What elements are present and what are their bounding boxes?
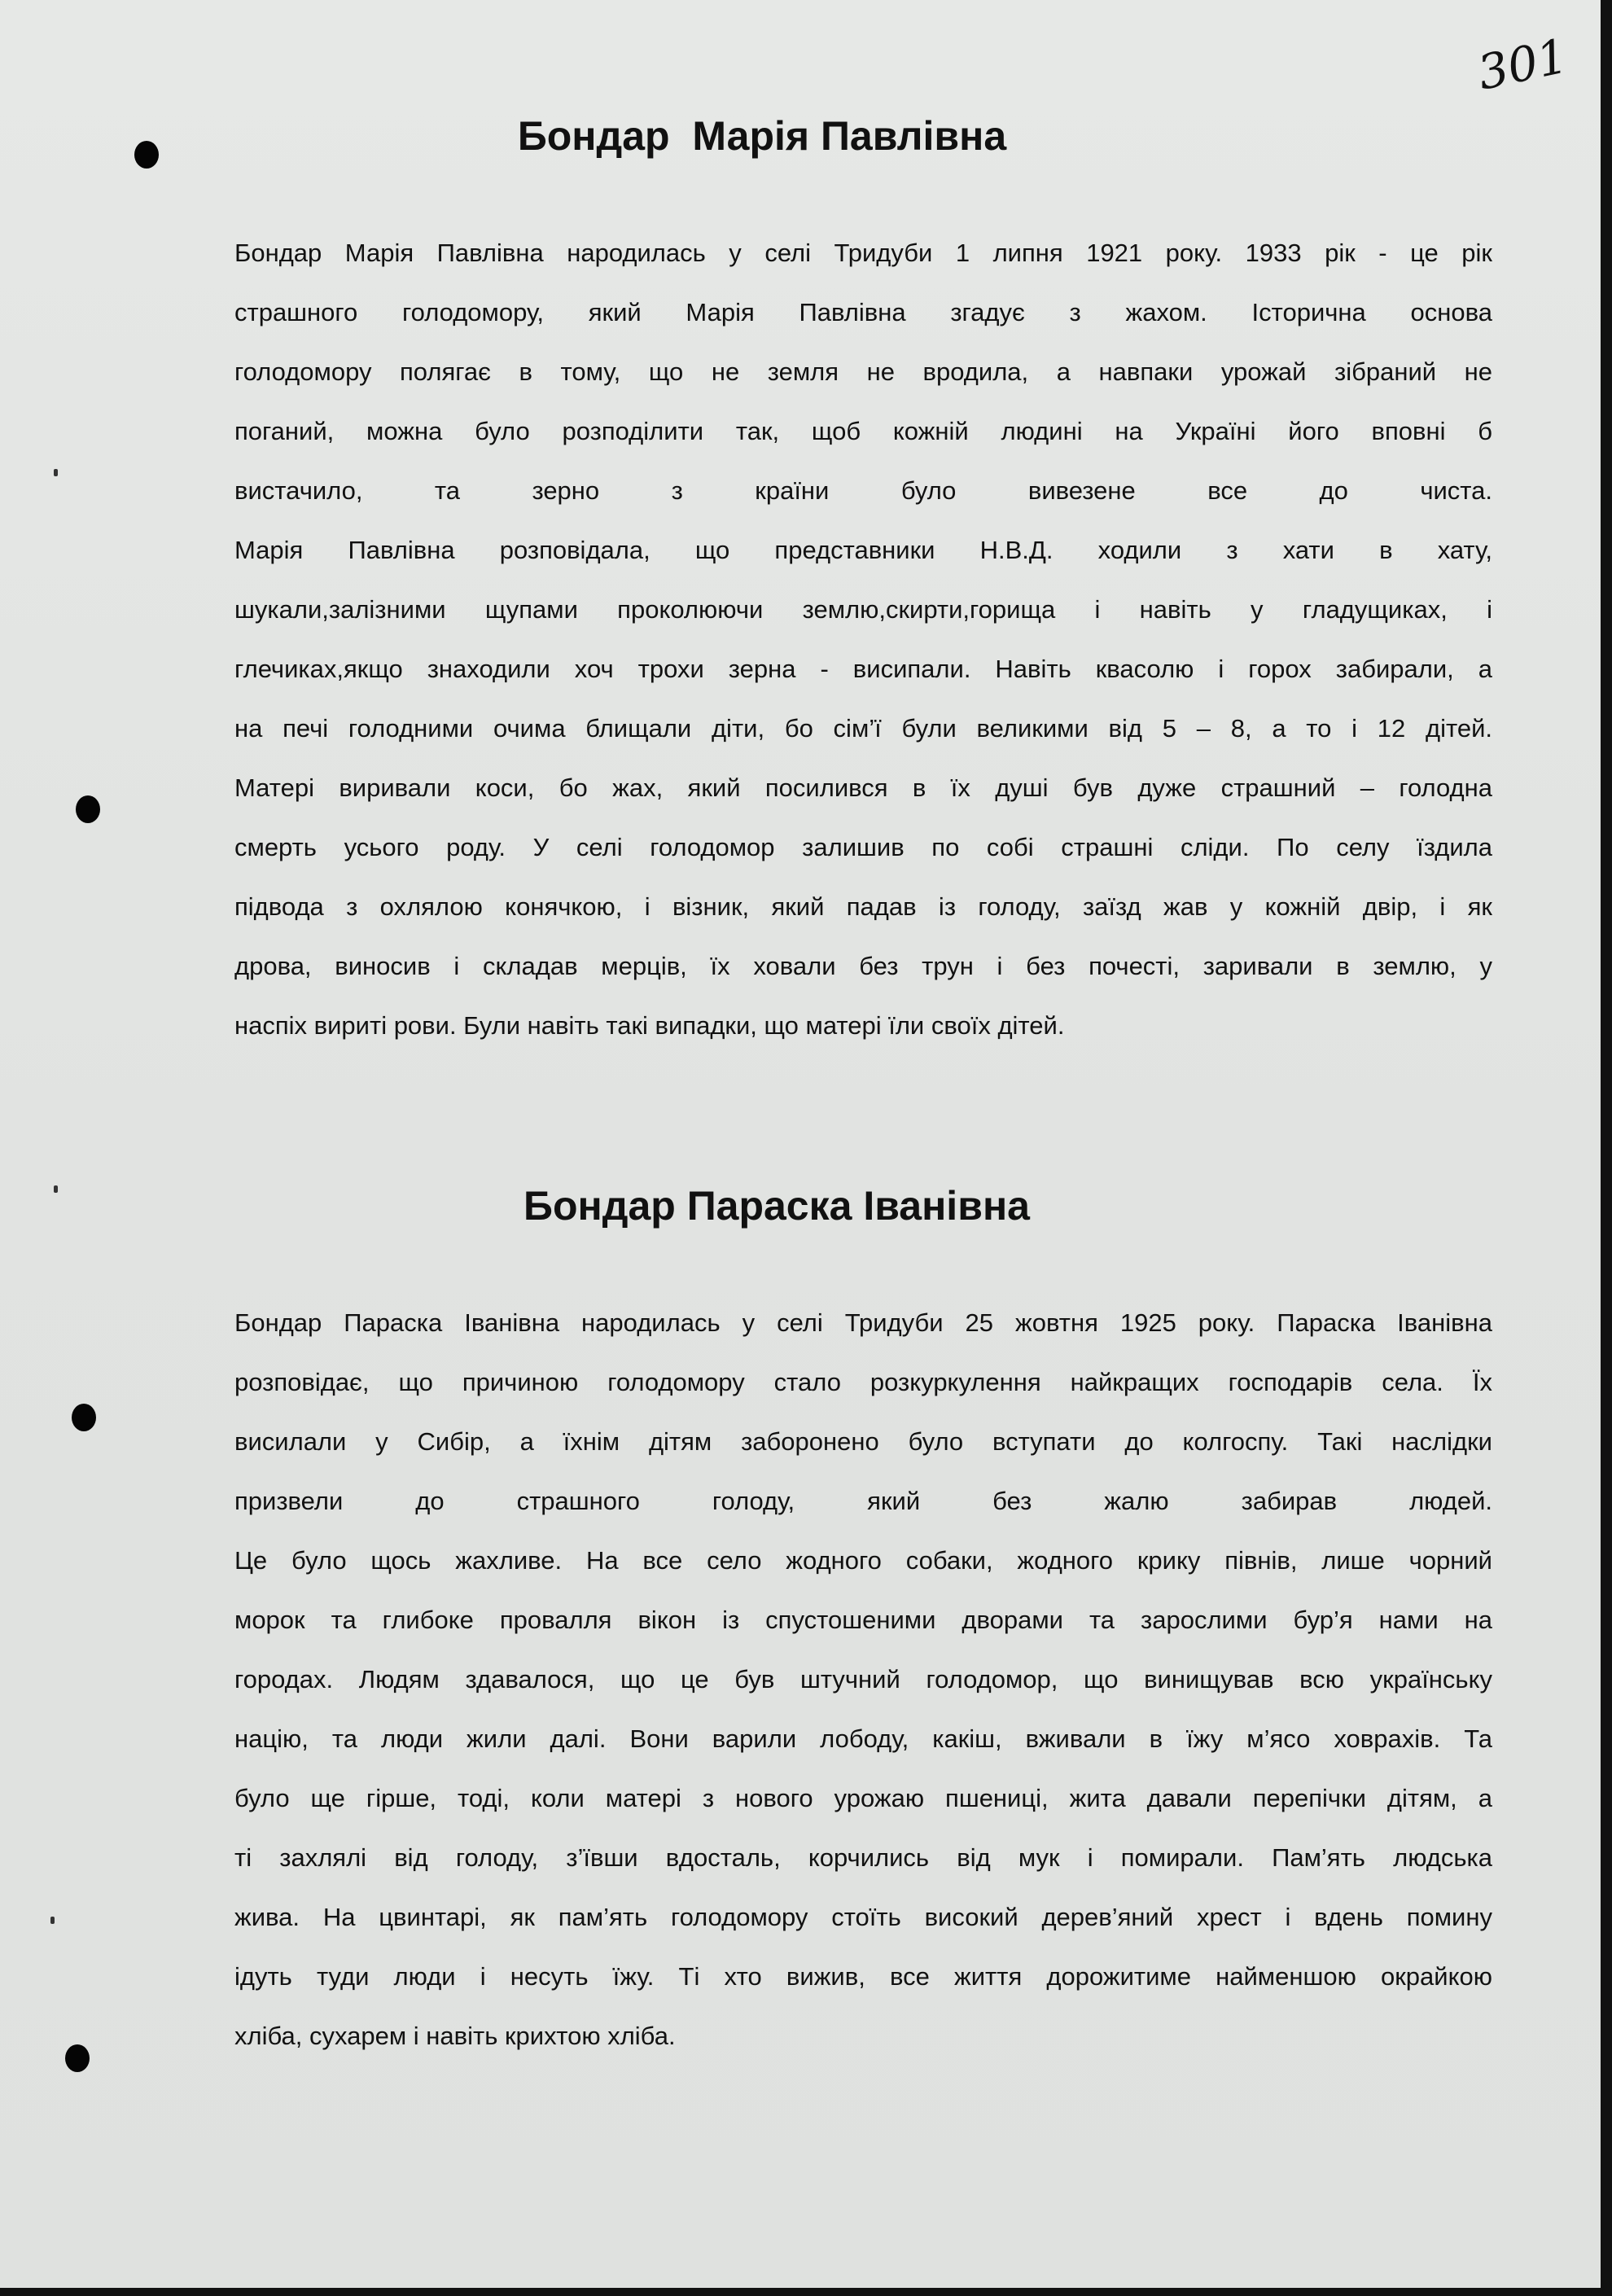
- punch-hole: [134, 141, 159, 169]
- text-line: городах. Людям здавалося, що це був штучний голодомор, що винищував всю українську: [234, 1665, 1492, 1694]
- text-line: голодомору полягає в тому, що не земля не вродила, а навпаки урожай зібраний не: [234, 357, 1492, 386]
- text-line: шукали,залізними щупами проколюючи землю,скирти,горища і навіть у гладущиках, і: [234, 595, 1492, 624]
- text-line: висилали у Сибір, а їхнім дітям заборонено було вступати до колгоспу. Такі наслідки: [234, 1427, 1492, 1456]
- text-line: Це було щось жахливе. На все село жодного собаки, жодного крику півнів, лише чорний: [234, 1546, 1492, 1575]
- text-line: Марія Павлівна розповідала, що представники Н.В.Д. ходили з хати в хату,: [234, 536, 1492, 564]
- text-line: на печі голодними очима блищали діти, бо сім’ї були великими від 5 – 8, а то і 12 дітей.: [234, 714, 1492, 743]
- text-line: наспіх вириті рови. Були навіть такі випадки, що матері їли своїх дітей.: [234, 1011, 1065, 1040]
- punch-hole: [72, 1404, 96, 1431]
- scan-mark: [50, 1917, 55, 1924]
- text-line: розповідає, що причиною голодомору стало розкуркулення найкращих господарів села. Їх: [234, 1368, 1492, 1396]
- scan-mark: [54, 1185, 58, 1193]
- text-line: вистачило, та зерно з країни було вивезене все до чиста.: [234, 476, 1492, 505]
- text-line: глечиках,якщо знаходили хоч трохи зерна - висипали. Навіть квасолю і горох забирали, а: [234, 655, 1492, 683]
- text-line: ідуть туди люди і несуть їжу. Ті хто вижив, все життя дорожитиме найменшою окрайкою: [234, 1962, 1492, 1991]
- scan-mark: [54, 469, 58, 476]
- text-line: було ще гірше, тоді, коли матері з нового урожаю пшениці, жита давали перепічки дітям, а: [234, 1784, 1492, 1812]
- text-line: призвели до страшного голоду, який без жалю забирав людей.: [234, 1487, 1492, 1515]
- scan-border-bottom: [0, 2288, 1612, 2296]
- text-line: ті захлялі від голоду, з’ївши вдосталь, корчились від мук і помирали. Пам’ять людська: [234, 1843, 1492, 1872]
- text-line: хліба, сухарем і навіть крихтою хліба.: [234, 2022, 676, 2050]
- text-line: Бондар Марія Павлівна народилась у селі Тридуби 1 липня 1921 року. 1933 рік - це рік: [234, 239, 1492, 267]
- section-paragraph: [234, 1293, 1492, 2066]
- punch-hole: [76, 795, 100, 823]
- text-line: підвода з охлялою конячкою, і візник, який падав із голоду, заїзд жав у кожній двір, і як: [234, 892, 1492, 921]
- handwritten-page-number: 301: [1473, 28, 1573, 101]
- text-line: Матері виривали коси, бо жах, який посилився в їх душі був дуже страшний – голодна: [234, 773, 1492, 802]
- scan-border-right: [1601, 0, 1612, 2296]
- punch-hole: [65, 2044, 90, 2072]
- text-line: жива. На цвинтарі, як пам’ять голодомору стоїть високий дерев’яний хрест і вдень помину: [234, 1903, 1492, 1931]
- text-line: Бондар Параска Іванівна народилась у селі Тридуби 25 жовтня 1925 року. Параска Іванівна: [234, 1308, 1492, 1337]
- text-line: страшного голодомору, який Марія Павлівна згадує з жахом. Історична основа: [234, 298, 1492, 326]
- text-line: дрова, виносив і складав мерців, їх ховали без трун і без почесті, заривали в землю, у: [234, 952, 1492, 980]
- text-line: націю, та люди жили далі. Вони варили лободу, какіш, вживали в їжу м’ясо ховрахів. Та: [234, 1724, 1492, 1753]
- section-title: Бондар Параска Іванівна: [523, 1183, 1030, 1229]
- text-line: поганий, можна було розподілити так, щоб кожній людині на Україні його вповні б: [234, 417, 1492, 445]
- text-line: смерть усього роду. У селі голодомор залишив по собі страшні сліди. По селу їздила: [234, 833, 1492, 861]
- text-line: морок та глибоке провалля вікон із спустошеними дворами та зарослими бур’я нами на: [234, 1606, 1492, 1634]
- section-paragraph: [234, 223, 1492, 1055]
- section-title: Бондар Марія Павлівна: [517, 113, 1007, 159]
